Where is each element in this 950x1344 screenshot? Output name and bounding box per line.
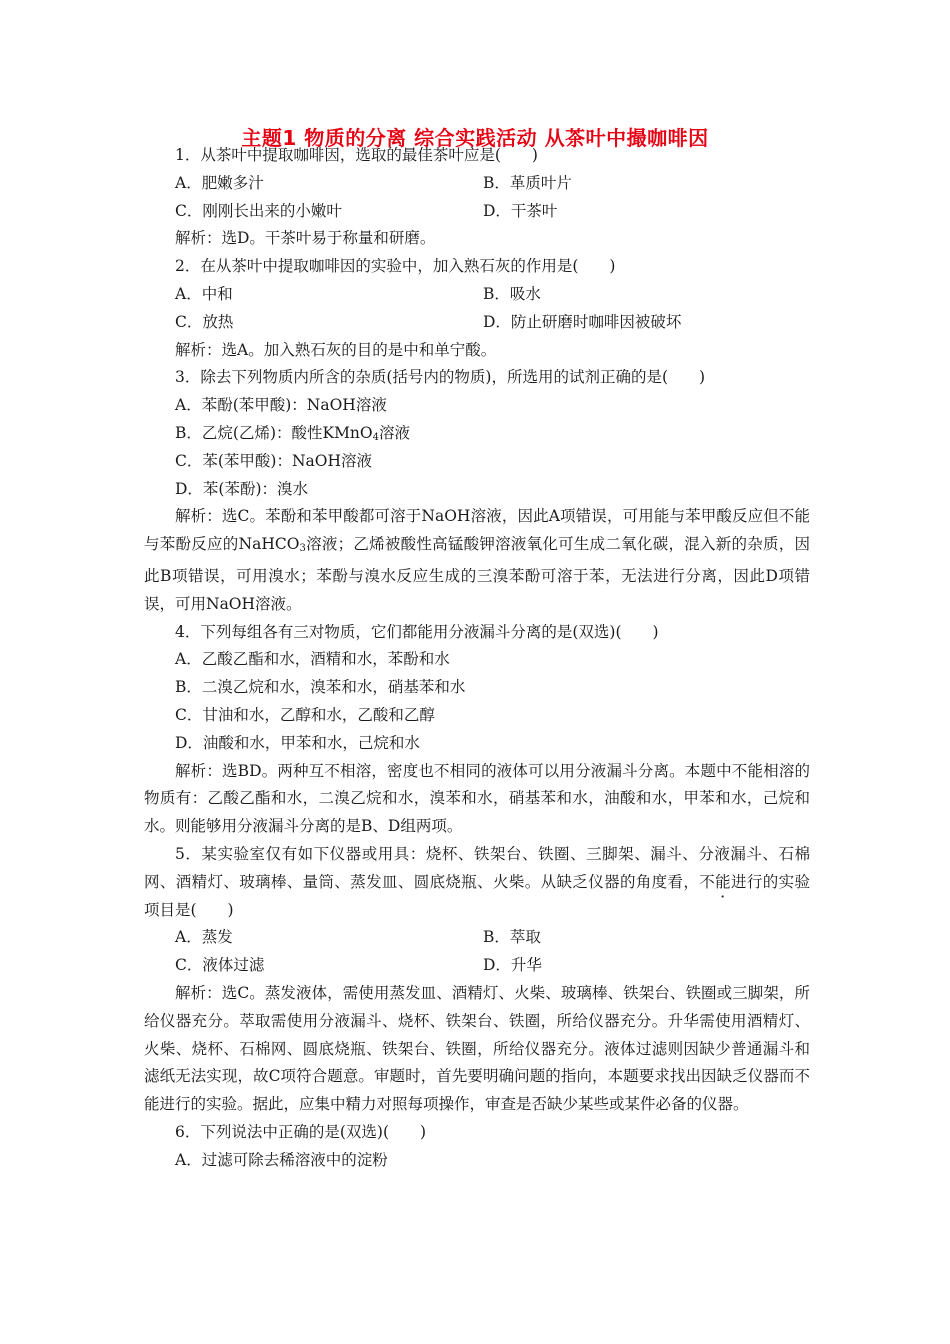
- question-3-option-c: C．苯(苯甲酸)：NaOH溶液: [175, 451, 372, 470]
- question-6-stem: 6．下列说法中正确的是(双选)( ): [175, 1122, 427, 1141]
- question-3-analysis-subscript: 3: [299, 543, 306, 555]
- question-3-option-b-text: B．乙烷(乙烯)：酸性KMnO: [175, 423, 373, 442]
- question-2-option-c: C．放热: [175, 312, 234, 331]
- question-4-option-c: C．甘油和水，乙醇和水，乙酸和乙醇: [175, 705, 435, 724]
- question-5-options-row-1: [144, 924, 810, 952]
- question-1-options-row-2: [144, 198, 810, 226]
- question-3-analysis: [144, 503, 810, 618]
- question-5-options-row-2: [144, 952, 810, 980]
- question-4-option-a: A．乙酸乙酯和水，酒精和水，苯酚和水: [175, 650, 450, 669]
- question-1-option-a: A．肥嫩多汁: [175, 173, 264, 192]
- question-4-option-d: D．油酸和水，甲苯和水，己烷和水: [175, 733, 420, 752]
- question-4-option-b: B．二溴乙烷和水，溴苯和水，硝基苯和水: [175, 678, 466, 697]
- question-5-stem: [144, 841, 810, 924]
- question-3-analysis-part-1: 解析：选C。苯酚和苯甲酸都可溶于NaOH溶液，因此A项错误，可用能与苯甲酸反应但不能与苯酚反应的NaHCO: [144, 507, 810, 554]
- question-5-option-d: D．升华: [483, 956, 542, 975]
- question-5-option-b: B．萃取: [483, 928, 541, 947]
- question-2-options-row-2: [144, 309, 810, 337]
- question-3-option-a: A．苯酚(苯甲酸)：NaOH溶液: [175, 396, 387, 415]
- question-4-stem: 4．下列每组各有三对物质，它们都能用分液漏斗分离的是(双选)( ): [175, 622, 659, 641]
- question-1-stem: 1．从茶叶中提取咖啡因，选取的最佳茶叶应是( ): [175, 146, 538, 164]
- page-title: 主题1 物质的分离 综合实践活动 从茶叶中撮咖啡因: [241, 126, 709, 150]
- question-5-stem-part-1: 5．某实验室仅有如下仪器或用具：烧杯、铁架台、铁圈、三脚架、漏斗、分液漏斗、石棉网、酒精灯、玻璃棒、量筒、蒸发皿、圆底烧瓶、火柴。从缺乏仪器的角度看，: [144, 844, 810, 891]
- question-5-option-c: C．液体过滤: [175, 956, 265, 975]
- question-3-option-b-suffix: 溶液: [379, 423, 411, 442]
- question-4-analysis: 解析：选BD。两种互不相溶，密度也不相同的液体可以用分液漏斗分离。本题中不能相溶的物质有：乙酸乙酯和水，二溴乙烷和水，溴苯和水，硝基苯和水，油酸和水，甲苯和水，己烷和水。则能够用分液漏斗分离的是B、D组两项。: [144, 761, 810, 836]
- question-3-stem: 3．除去下列物质内所含的杂质(括号内的物质)，所选用的试剂正确的是( ): [175, 368, 706, 387]
- question-5-analysis: 解析：选C。蒸发液体，需使用蒸发皿、酒精灯、火柴、玻璃棒、铁架台、铁圈或三脚架，所给仪器充分。萃取需使用分液漏斗、烧杯、铁架台、铁圈，所给仪器充分。升华需使用酒精灯、火柴、烧杯、石棉网、圆底烧瓶、铁架台、铁圈，所给仪器充分。液体过滤则因缺少普通漏斗和滤纸无法实现，故C项符合题意。审题时，首先要明确问题的指向，本题要求找出因缺乏仪器而不能进行的实验。据此，应集中精力对照每项操作，审查是否缺少某些或某件必备的仪器。: [144, 983, 810, 1114]
- question-2-analysis: 解析：选A。加入熟石灰的目的是中和单宁酸。: [175, 340, 497, 359]
- question-3-analysis-part-2: 溶液；乙烯被酸性高锰酸钾溶液氧化可生成二氧化碳，混入新的杂质，因此B项错误，可用溴水；苯酚与溴水反应生成的三溴苯酚可溶于苯，无法进行分离，因此D项错误，可用NaOH溶液。: [144, 535, 810, 613]
- question-2-option-b: B．吸水: [483, 284, 541, 303]
- question-1-option-c: C．刚刚长出来的小嫩叶: [175, 201, 342, 220]
- question-2-option-d: D．防止研磨时咖啡因被破坏: [483, 312, 682, 331]
- question-2-stem: 2．在从茶叶中提取咖啡因的实验中，加入熟石灰的作用是( ): [175, 257, 616, 276]
- question-1-option-b: B．革质叶片: [483, 173, 572, 192]
- question-1-option-d: D．干茶叶: [483, 201, 558, 220]
- question-5-option-a: A．蒸发: [175, 928, 233, 947]
- question-5-stem-emphasis: 不: [699, 872, 716, 891]
- question-2-option-a: A．中和: [175, 284, 233, 303]
- question-1-analysis: 解析：选D。干茶叶易于称量和研磨。: [175, 229, 436, 248]
- question-6-option-a: A．过滤可除去稀溶液中的淀粉: [175, 1150, 388, 1169]
- question-5-stem-part-2: 能进行的实验项目是( ): [144, 872, 810, 919]
- question-2-options-row-1: [144, 281, 810, 309]
- question-3-option-b: [144, 420, 810, 448]
- document-body: [144, 142, 810, 1174]
- question-3-option-d: D．苯(苯酚)：溴水: [175, 479, 309, 498]
- question-3-option-b-subscript: 4: [372, 431, 380, 443]
- question-1-options-row-1: [144, 170, 810, 198]
